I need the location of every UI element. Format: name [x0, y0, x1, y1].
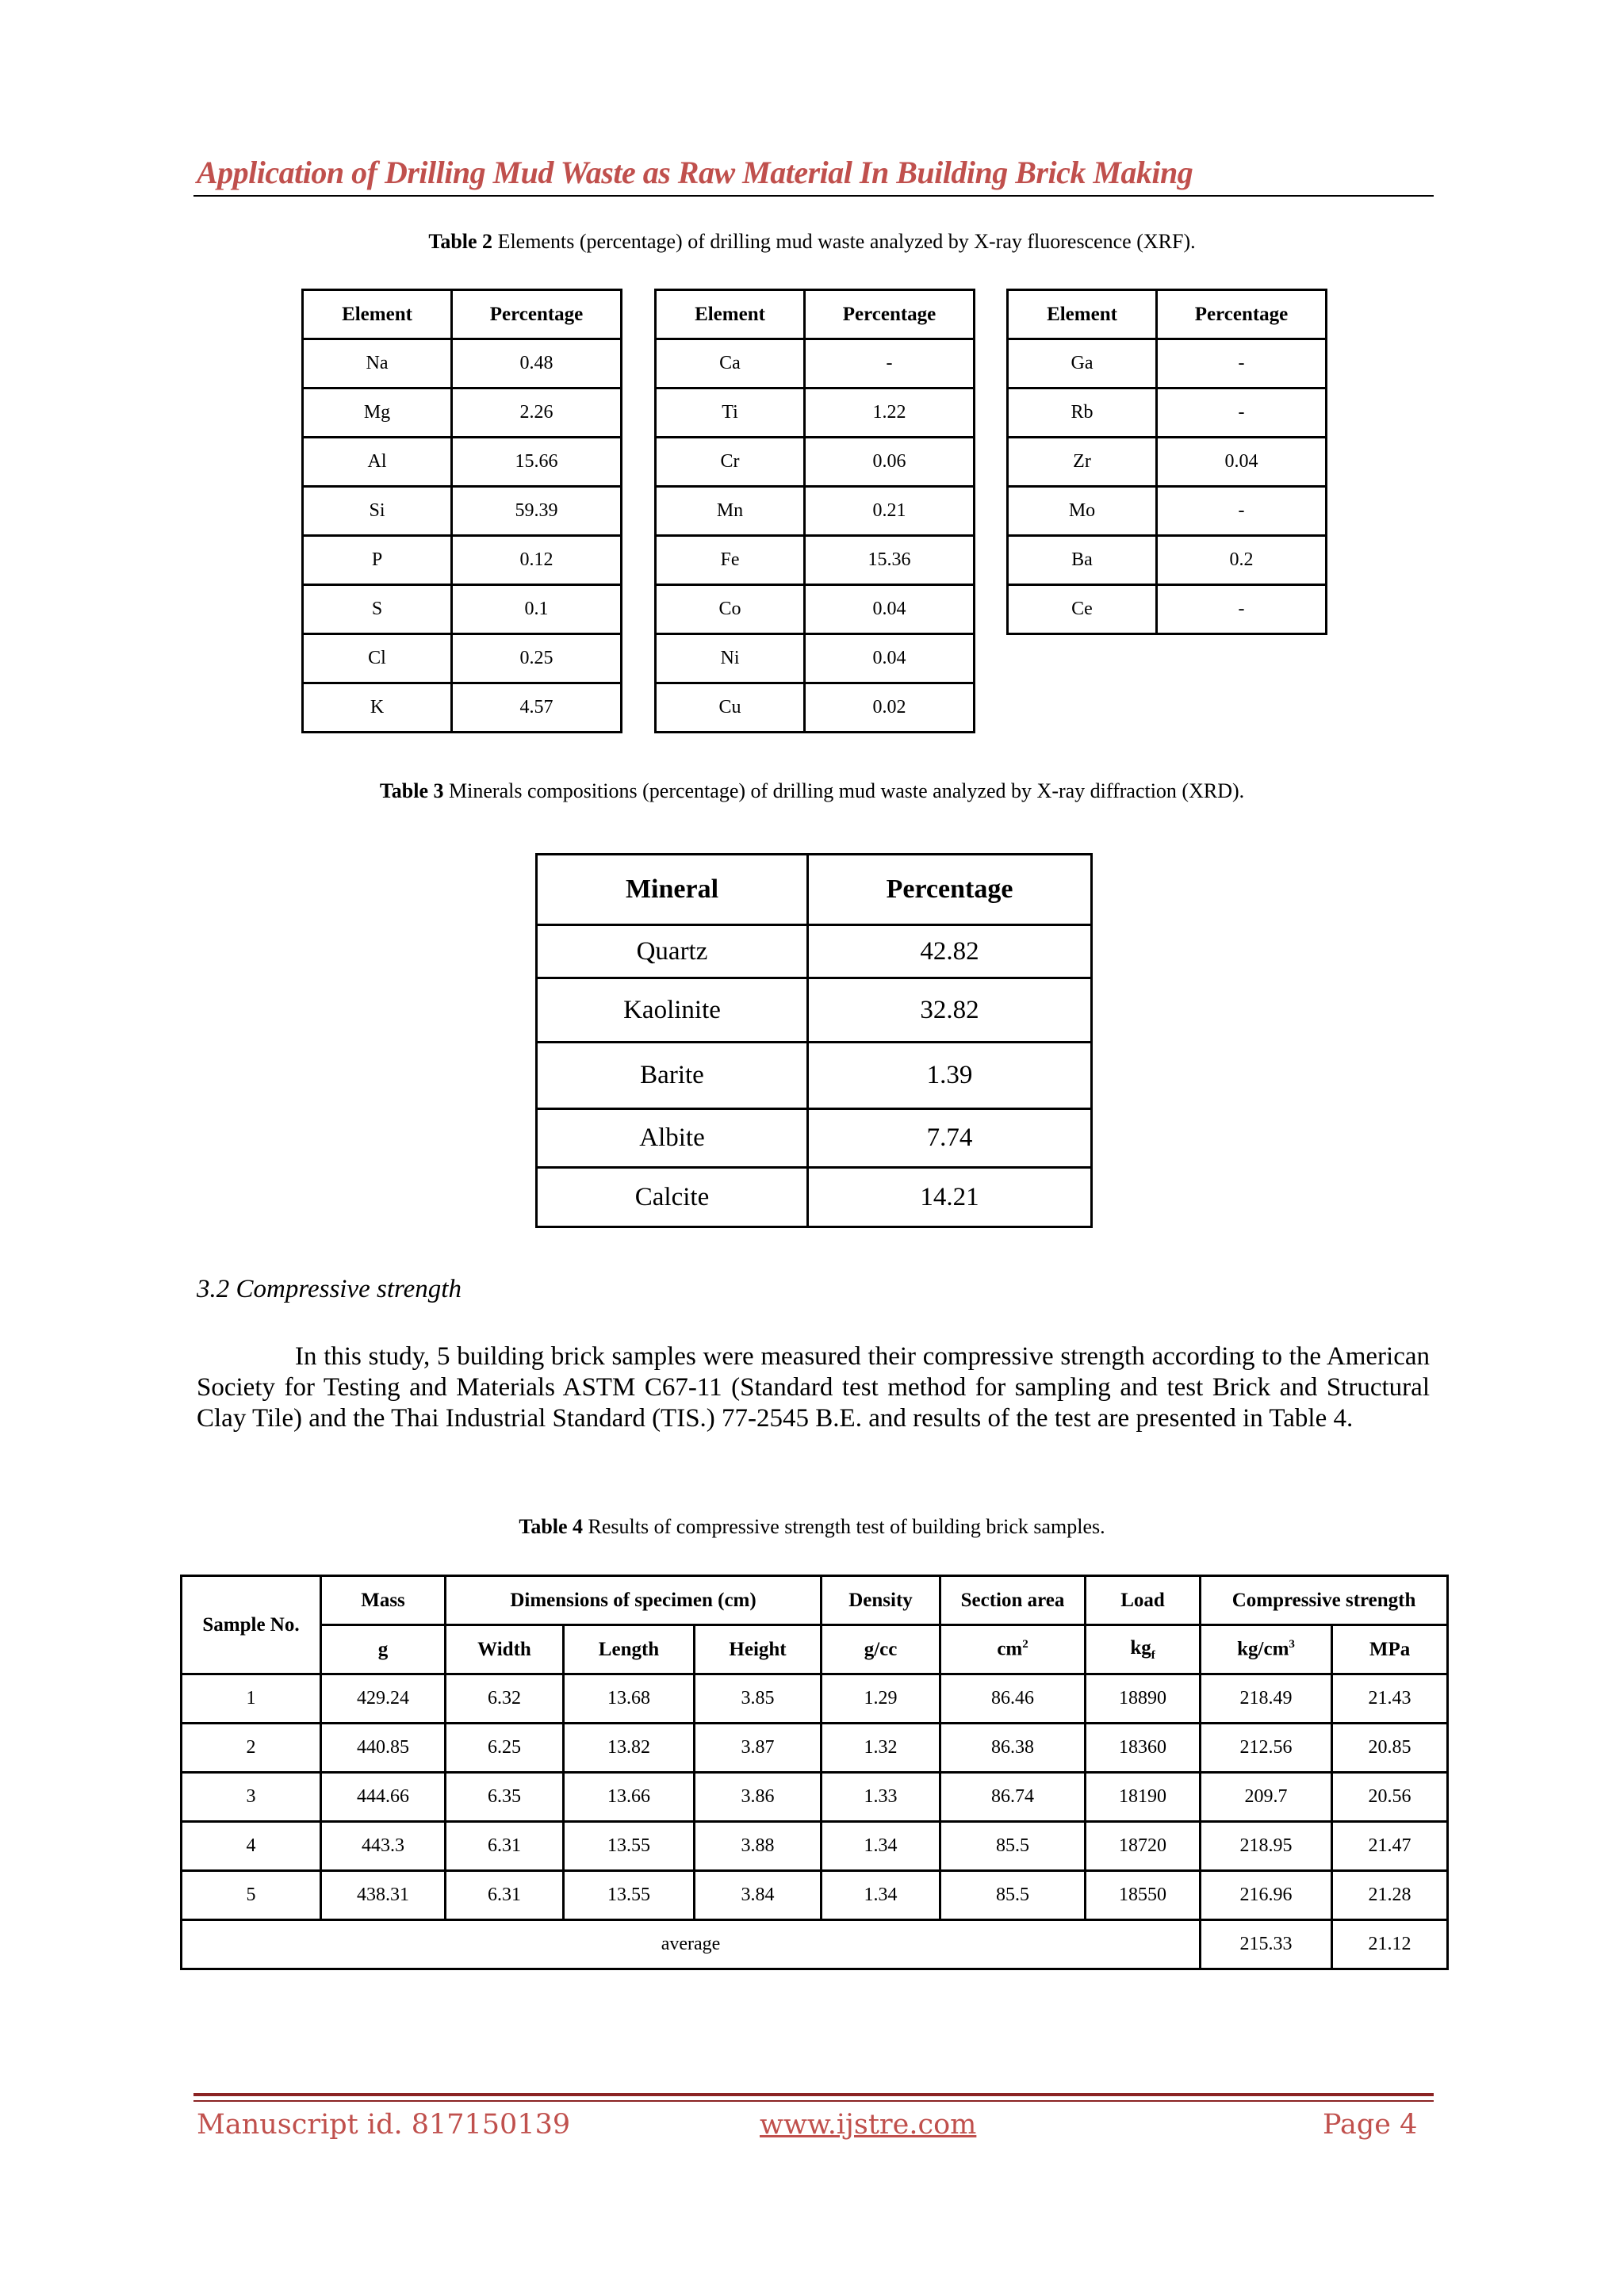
average-mpa: 21.12 — [1332, 1920, 1448, 1969]
cell: 18720 — [1086, 1822, 1201, 1871]
average-label: average — [182, 1920, 1201, 1969]
table-row — [537, 978, 1092, 1043]
percentage-cell: 7.74 — [808, 1109, 1092, 1168]
percentage-cell: 0.21 — [805, 487, 975, 536]
table2-header-percentage: Percentage — [452, 290, 622, 339]
percentage-cell: 0.1 — [452, 585, 622, 634]
unit-kg-base: kg/cm — [1237, 1638, 1289, 1660]
header-rule — [193, 195, 1434, 197]
cell: 438.31 — [321, 1871, 446, 1920]
cell: 6.32 — [446, 1674, 564, 1724]
percentage-cell: 42.82 — [808, 925, 1092, 978]
header-length: Length — [564, 1625, 695, 1674]
percentage-cell: 0.12 — [452, 536, 622, 585]
cell: 6.31 — [446, 1871, 564, 1920]
table-row — [656, 388, 975, 438]
header-dimensions: Dimensions of specimen (cm) — [446, 1576, 822, 1625]
header-section-area: Section area — [940, 1576, 1086, 1625]
cell: 3.84 — [695, 1871, 822, 1920]
cell: 218.49 — [1201, 1674, 1332, 1724]
percentage-cell: 0.06 — [805, 438, 975, 487]
table2-header-element: Element — [1008, 290, 1157, 339]
table-row — [656, 438, 975, 487]
table2-header-percentage: Percentage — [805, 290, 975, 339]
element-cell: Co — [656, 585, 805, 634]
table-row — [1008, 585, 1327, 634]
table-row — [1008, 339, 1327, 388]
table-row — [656, 585, 975, 634]
unit-load-sub: f — [1151, 1648, 1155, 1662]
cell: 18550 — [1086, 1871, 1201, 1920]
cell: 216.96 — [1201, 1871, 1332, 1920]
element-cell: S — [303, 585, 452, 634]
cell: 1.34 — [822, 1822, 940, 1871]
table4-caption-label: Table 4 — [519, 1515, 584, 1538]
table-row — [537, 1168, 1092, 1227]
table4-compressive-strength — [180, 1575, 1449, 1970]
table-row — [182, 1773, 1448, 1822]
element-cell: Ba — [1008, 536, 1157, 585]
cell: 444.66 — [321, 1773, 446, 1822]
element-cell: Cl — [303, 634, 452, 683]
table-row — [537, 1109, 1092, 1168]
cell: 21.43 — [1332, 1674, 1448, 1724]
cell: 212.56 — [1201, 1724, 1332, 1773]
section-heading: 3.2 Compressive strength — [197, 1275, 462, 1303]
cell: 218.95 — [1201, 1822, 1332, 1871]
percentage-cell: 4.57 — [452, 683, 622, 733]
element-cell: Ga — [1008, 339, 1157, 388]
table-row — [656, 536, 975, 585]
cell: 85.5 — [940, 1871, 1086, 1920]
footer-rule-thin — [193, 2100, 1434, 2102]
table-row — [303, 634, 622, 683]
cell: 85.5 — [940, 1822, 1086, 1871]
percentage-cell: 0.04 — [805, 585, 975, 634]
average-kg-per-area: 215.33 — [1201, 1920, 1332, 1969]
table-row — [303, 438, 622, 487]
percentage-cell: 0.48 — [452, 339, 622, 388]
element-cell: Ca — [656, 339, 805, 388]
cell: 4 — [182, 1822, 321, 1871]
percentage-cell: 0.04 — [1157, 438, 1327, 487]
table2-group-3 — [1006, 289, 1327, 635]
table2-header-percentage: Percentage — [1157, 290, 1327, 339]
cell: 6.35 — [446, 1773, 564, 1822]
unit-kg-sup: 3 — [1289, 1638, 1295, 1651]
percentage-cell: 2.26 — [452, 388, 622, 438]
cell: 21.28 — [1332, 1871, 1448, 1920]
table-row — [303, 487, 622, 536]
cell: 5 — [182, 1871, 321, 1920]
table3-header-percentage: Percentage — [808, 855, 1092, 925]
table2-group-1 — [301, 289, 622, 733]
table-row — [182, 1871, 1448, 1920]
table-row — [537, 925, 1092, 978]
cell: 1.34 — [822, 1871, 940, 1920]
cell: 2 — [182, 1724, 321, 1773]
element-cell: Cr — [656, 438, 805, 487]
average-row — [182, 1920, 1448, 1969]
header-load: Load — [1086, 1576, 1201, 1625]
cell: 3.87 — [695, 1724, 822, 1773]
cell: 443.3 — [321, 1822, 446, 1871]
unit-density: g/cc — [822, 1625, 940, 1674]
unit-load-base: kg — [1130, 1636, 1151, 1659]
cell: 13.68 — [564, 1674, 695, 1724]
footer-rule — [193, 2093, 1434, 2096]
percentage-cell: 0.02 — [805, 683, 975, 733]
unit-section-area-base: cm — [997, 1638, 1023, 1660]
percentage-cell: 15.66 — [452, 438, 622, 487]
mineral-cell: Calcite — [537, 1168, 808, 1227]
table-row — [303, 339, 622, 388]
percentage-cell: 0.25 — [452, 634, 622, 683]
cell: 3.88 — [695, 1822, 822, 1871]
element-cell: Mn — [656, 487, 805, 536]
cell: 1 — [182, 1674, 321, 1724]
cell: 1.32 — [822, 1724, 940, 1773]
footer-manuscript-id: Manuscript id. 817150139 — [197, 2109, 571, 2141]
element-cell: Ce — [1008, 585, 1157, 634]
header-density: Density — [822, 1576, 940, 1625]
element-cell: Zr — [1008, 438, 1157, 487]
cell: 13.66 — [564, 1773, 695, 1822]
table-row — [303, 388, 622, 438]
table-row — [303, 585, 622, 634]
cell: 21.47 — [1332, 1822, 1448, 1871]
percentage-cell: 1.39 — [808, 1043, 1092, 1109]
percentage-cell: 1.22 — [805, 388, 975, 438]
table-row — [182, 1674, 1448, 1724]
percentage-cell: - — [1157, 585, 1327, 634]
percentage-cell: - — [1157, 487, 1327, 536]
footer-page-number: Page 4 — [1323, 2109, 1418, 2141]
table2-group-2 — [654, 289, 975, 733]
cell: 86.74 — [940, 1773, 1086, 1822]
mineral-cell: Kaolinite — [537, 978, 808, 1043]
cell: 1.33 — [822, 1773, 940, 1822]
cell: 18360 — [1086, 1724, 1201, 1773]
element-cell: K — [303, 683, 452, 733]
body-paragraph: In this study, 5 building brick samples were measured their compressive strength according to the American Society for Testing and Materials ASTM C67-11 (Standard test method for sampling and test Brick and Structural Clay Tile) and the Thai Industrial Standard (TIS.) 77-2545 B.E. and results of the test are presented in Table 4. — [197, 1342, 1430, 1433]
cell: 20.56 — [1332, 1773, 1448, 1822]
element-cell: Al — [303, 438, 452, 487]
cell: 3.86 — [695, 1773, 822, 1822]
table-row — [303, 536, 622, 585]
percentage-cell: - — [1157, 339, 1327, 388]
header-mass: Mass — [321, 1576, 446, 1625]
percentage-cell: - — [805, 339, 975, 388]
cell: 3.85 — [695, 1674, 822, 1724]
table-row — [182, 1822, 1448, 1871]
cell: 18890 — [1086, 1674, 1201, 1724]
cell: 440.85 — [321, 1724, 446, 1773]
header-height: Height — [695, 1625, 822, 1674]
table-row — [182, 1724, 1448, 1773]
cell: 209.7 — [1201, 1773, 1332, 1822]
cell: 86.38 — [940, 1724, 1086, 1773]
element-cell: Fe — [656, 536, 805, 585]
unit-section-area-sup: 2 — [1022, 1638, 1028, 1651]
percentage-cell: - — [1157, 388, 1327, 438]
table3-minerals — [535, 853, 1093, 1228]
element-cell: Mo — [1008, 487, 1157, 536]
table2-caption — [0, 230, 1624, 254]
mineral-cell: Quartz — [537, 925, 808, 978]
cell: 13.55 — [564, 1822, 695, 1871]
element-cell: Si — [303, 487, 452, 536]
table-row — [656, 683, 975, 733]
table-row — [656, 487, 975, 536]
percentage-cell: 0.2 — [1157, 536, 1327, 585]
table3-caption-text: Minerals compositions (percentage) of drilling mud waste analyzed by X-ray diffraction (XRD). — [443, 779, 1245, 802]
table-row — [1008, 536, 1327, 585]
table2-header-element: Element — [656, 290, 805, 339]
table-row — [1008, 388, 1327, 438]
element-cell: P — [303, 536, 452, 585]
table3-header-mineral: Mineral — [537, 855, 808, 925]
running-header-title: Application of Drilling Mud Waste as Raw Material In Building Brick Making — [197, 155, 1193, 190]
header-compressive-strength: Compressive strength — [1201, 1576, 1448, 1625]
cell: 13.82 — [564, 1724, 695, 1773]
cell: 429.24 — [321, 1674, 446, 1724]
table4-caption — [0, 1515, 1624, 1539]
unit-kg-per-area — [1201, 1625, 1332, 1674]
cell: 6.31 — [446, 1822, 564, 1871]
element-cell: Rb — [1008, 388, 1157, 438]
table-row — [1008, 487, 1327, 536]
percentage-cell: 14.21 — [808, 1168, 1092, 1227]
percentage-cell: 32.82 — [808, 978, 1092, 1043]
unit-load — [1086, 1625, 1201, 1674]
percentage-cell: 0.04 — [805, 634, 975, 683]
element-cell: Na — [303, 339, 452, 388]
mineral-cell: Albite — [537, 1109, 808, 1168]
unit-section-area — [940, 1625, 1086, 1674]
table-row — [656, 634, 975, 683]
table3-caption — [0, 779, 1624, 803]
cell: 1.29 — [822, 1674, 940, 1724]
percentage-cell: 15.36 — [805, 536, 975, 585]
element-cell: Cu — [656, 683, 805, 733]
cell: 6.25 — [446, 1724, 564, 1773]
unit-mass: g — [321, 1625, 446, 1674]
cell: 18190 — [1086, 1773, 1201, 1822]
header-width: Width — [446, 1625, 564, 1674]
footer-website-link[interactable]: www.ijstre.com — [760, 2109, 977, 2141]
table4-caption-text: Results of compressive strength test of building brick samples. — [583, 1515, 1105, 1538]
cell: 3 — [182, 1773, 321, 1822]
table2-header-element: Element — [303, 290, 452, 339]
header-sample-no: Sample No. — [182, 1576, 321, 1674]
mineral-cell: Barite — [537, 1043, 808, 1109]
table-row — [1008, 438, 1327, 487]
table2-caption-text: Elements (percentage) of drilling mud waste analyzed by X-ray fluorescence (XRF). — [492, 230, 1196, 253]
table3-caption-label: Table 3 — [379, 779, 444, 802]
table-row — [656, 339, 975, 388]
table-row — [303, 683, 622, 733]
element-cell: Mg — [303, 388, 452, 438]
element-cell: Ni — [656, 634, 805, 683]
table-row — [537, 1043, 1092, 1109]
table2-caption-label: Table 2 — [428, 230, 493, 253]
element-cell: Ti — [656, 388, 805, 438]
unit-mpa: MPa — [1332, 1625, 1448, 1674]
cell: 13.55 — [564, 1871, 695, 1920]
percentage-cell: 59.39 — [452, 487, 622, 536]
cell: 20.85 — [1332, 1724, 1448, 1773]
cell: 86.46 — [940, 1674, 1086, 1724]
